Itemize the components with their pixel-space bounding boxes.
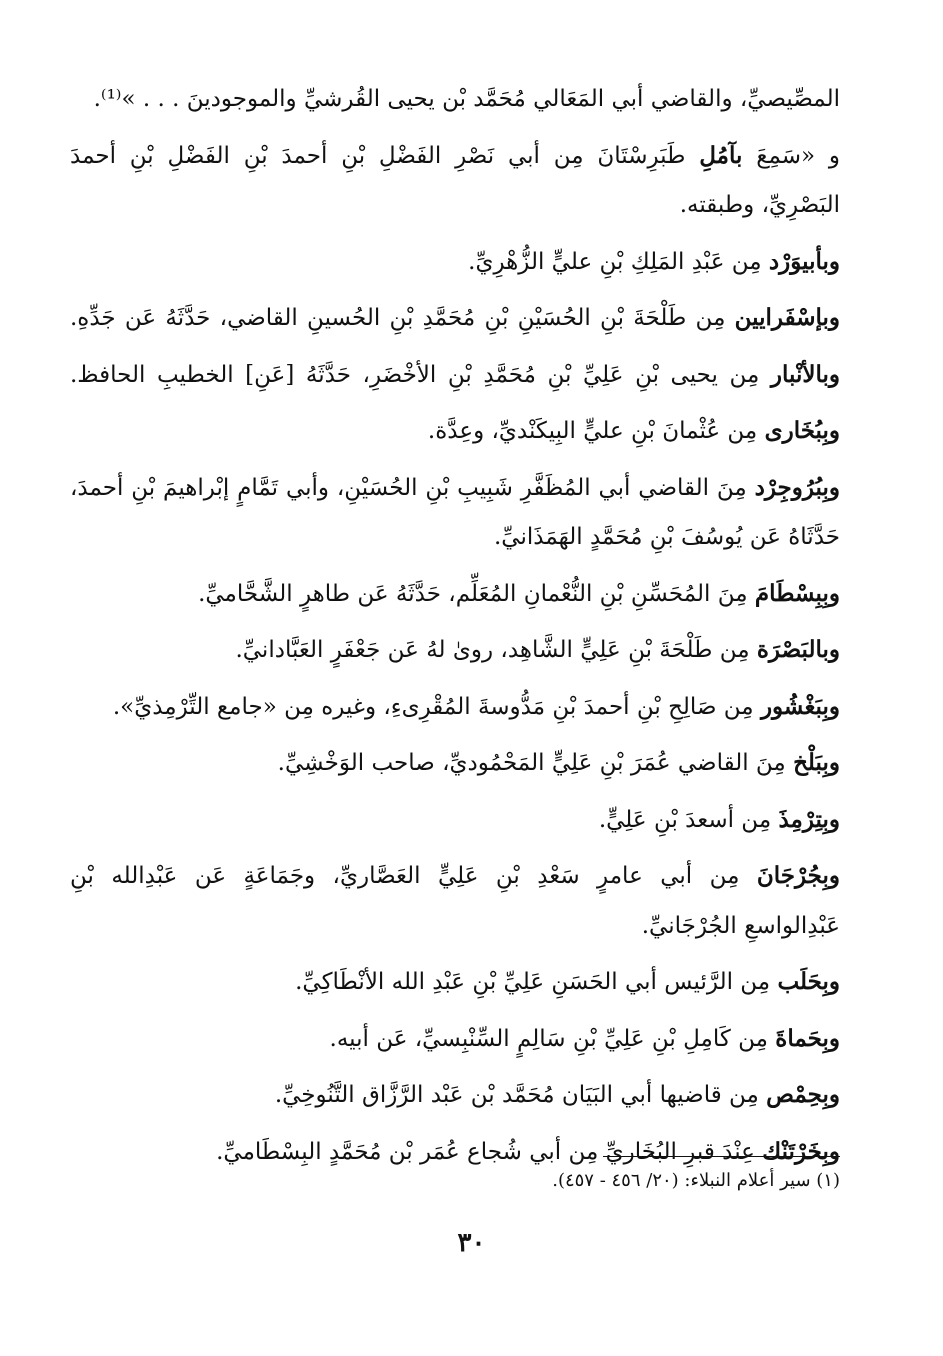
entry-isfarayin: وبإسْفَرايين مِن طَلْحَةَ بْنِ الحُسَيْنِ بْنِ مُحَمَّدِ بْنِ الحُسينِ القاضي، حَدَّثَهُ عَن جَدِّهِ. bbox=[70, 304, 840, 331]
entry-burujird: وبِبُرُوجِرْد مِنَ القاضي أبي المُظَفَّرِ شَبِيبِ بْنِ الحُسَيْنِ، وأبي تَمَّامٍ إبْراهيمَ بْنِ أحمدَ، bbox=[70, 473, 840, 501]
text-line-2: و «سَمِعَ بآمُلِ طَبَرِسْتَانَ مِن أبي نَصْرِ الفَضْلِ بْنِ أحمدَ بْنِ الفَضْلِ بْنِ أحمدَ bbox=[70, 141, 840, 169]
entry-jurjan: وبِجُرْجَانَ مِن أبي عامرٍ سَعْدِ بْنِ عَلِيٍّ العَصَّاريِّ، وجَمَاعَةٍ عَن عَبْدِالله بْنِ bbox=[70, 862, 841, 889]
entry-halab: وبِحَلَب مِن الرَّئيس أبي الحَسَنِ عَلِيِّ بْنِ عَبْدِ الله الأنْطَاكِيِّ. bbox=[295, 968, 840, 995]
entry-hama: وبِحَماةَ مِن كَامِلِ بْنِ عَلِيِّ بْنِ سَالِمٍ السِّنْبِسيِّ، عَن أبيه. bbox=[329, 1024, 840, 1052]
entry-bistam: وبِبِسْطَامَ مِنَ المُحَسِّنِ بْنِ النُّعْمانِ المُعَلِّم، حَدَّثَهُ عَن طاهرٍ الشَّحَّاميِّ. bbox=[198, 579, 840, 607]
text-line-1: المصِّيصيِّ، والقاضي أبي المَعَالي مُحَمَّد بْن يحيى القُرشيِّ والموجودينَ . . . »⁽¹⁾. bbox=[93, 86, 840, 112]
entry-abiward: وبأبيوَرْد مِن عَبْدِ المَلِكِ بْنِ عليٍّ الزُّهْرِيِّ. bbox=[468, 247, 840, 275]
place-amul: بآمُلِ bbox=[699, 141, 743, 169]
entry-khartank: وبِخَرْتَنْك عِنْدَ قبرِ البُخَاريِّ مِن أبي شُجاع عُمَر بْن مُحَمَّدٍ البِسْطَاميِّ. bbox=[216, 1137, 840, 1165]
main-text bbox=[70, 72, 840, 1180]
page-number: ٣٠ bbox=[457, 1228, 486, 1258]
footnote-separator bbox=[603, 1156, 840, 1157]
entry-jurjan-cont: عَبْدِالواسعِ الجُرْجَانيِّ. bbox=[641, 912, 840, 939]
entry-anbar: وبالأنْبار مِن يحيى بْنِ عَلِيِّ بْنِ مُحَمَّدِ بْنِ الأخْضَرِ، حَدَّثَهُ [عَنِ] الخطيبِ الحافظ. bbox=[70, 360, 840, 388]
entry-bukhara: وبِبُخَارى مِن عُثْمانَ بْنِ عليٍّ البِيكَنْديِّ، وعِدَّة. bbox=[427, 417, 840, 444]
footnote: (١) سير أعلام النبلاء: (٢٠/ ٤٥٦ - ٤٥٧). bbox=[552, 1170, 840, 1191]
entry-burujird-cont: حَدَّثَاهُ عَن يُوسُفَ بْنِ مُحَمَّدٍ الهَمَذَانيِّ. bbox=[494, 524, 840, 550]
entry-tirmidh: وبِتِرْمِذَ مِن أسعدَ بْنِ عَلِيٍّ. bbox=[598, 805, 840, 833]
text-line-3: البَصْرِيِّ، وطبقته. bbox=[679, 192, 840, 218]
entry-basra: وبالبَصْرَة مِن طَلْحَةَ بْنِ عَلِيٍّ الشَّاهِد، روىٰ لهُ عَن جَعْفَرٍ العَبَّادانيِّ. bbox=[235, 636, 840, 663]
entry-baghshur: وبِبَغْشُور مِن صَالِحِ بْنِ أحمدَ بْنِ مَدُّوسةَ المُقْرِىءِ، وغيره مِن «جامع التِّرْمِذيِّ». bbox=[112, 692, 840, 720]
entry-hims: وبِحِمْص مِن قاضيها أبي البَيَان مُحَمَّد بْن عَبْد الرَّزَّاق التَّنُوخِيِّ. bbox=[274, 1081, 840, 1108]
entry-balkh: وبِبَلْخ مِنَ القاضي عُمَرَ بْنِ عَلِيٍّ المَحْمُوديِّ، صاحب الوَخْشِيِّ. bbox=[277, 749, 840, 776]
